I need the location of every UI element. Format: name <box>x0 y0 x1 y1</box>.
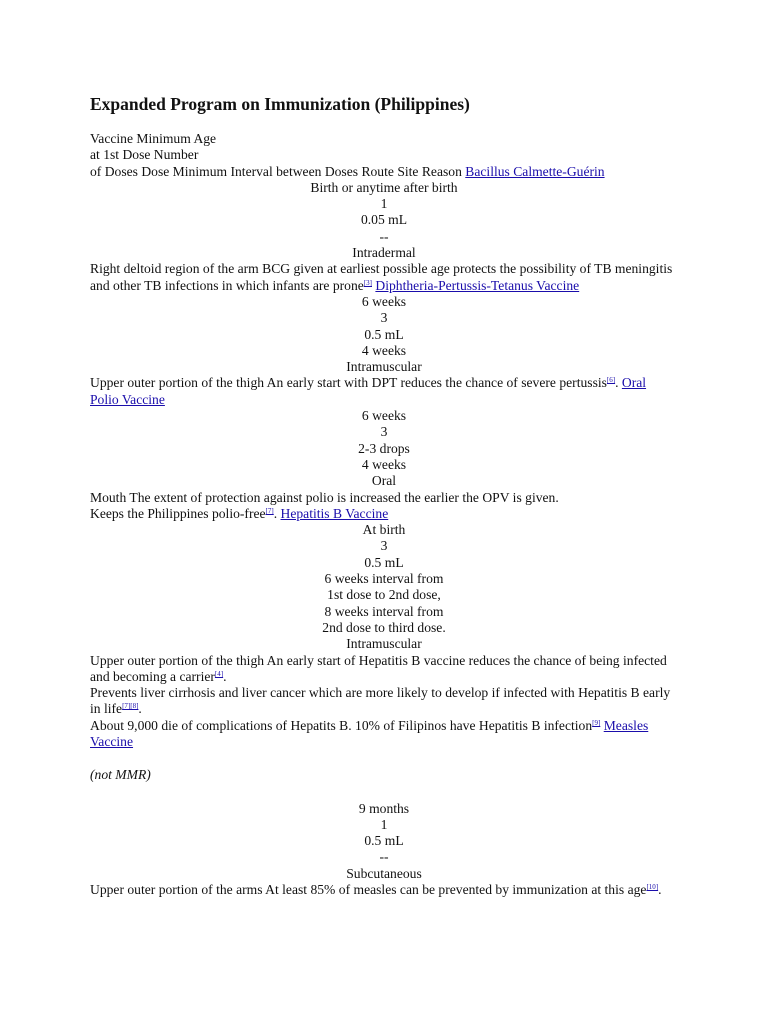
dpt-reason-text: Upper outer portion of the thigh An early start with DPT reduces the chance of severe pertussis <box>90 375 607 391</box>
hepb-interval-2: 1st dose to 2nd dose, <box>327 587 441 603</box>
measles-note: (not MMR) <box>90 767 151 783</box>
hepb-dose: 0.5 mL <box>364 554 404 570</box>
page-title: Expanded Program on Immunization (Philippines) <box>90 94 470 114</box>
hepb-doses: 3 <box>380 538 388 554</box>
dpt-route: Intramuscular <box>346 359 422 375</box>
measles-doses: 1 <box>380 816 388 832</box>
bcg-interval: -- <box>379 228 389 244</box>
opv-age: 6 weeks <box>361 408 407 424</box>
bcg-dose: 0.05 mL <box>360 212 408 228</box>
spacer <box>90 784 678 801</box>
opv-dose: 2-3 drops <box>358 440 410 456</box>
bcg-link[interactable]: Bacillus Calmette-Guérin <box>465 163 605 179</box>
opv-reason-1: Mouth The extent of protection against polio is increased the earlier the OPV is given. <box>90 489 559 505</box>
immunization-table <box>90 131 678 898</box>
hepb-link[interactable]: Hepatitis B Vaccine <box>280 505 389 521</box>
hepb-reason-1-text: Upper outer portion of the thigh An early start of Hepatitis B vaccine reduces the chance of being infected and becoming a carrier <box>90 652 667 684</box>
bcg-age: Birth or anytime after birth <box>310 179 458 195</box>
bcg-reference[interactable]: [3] <box>363 278 372 287</box>
dpt-doses: 3 <box>380 310 388 326</box>
measles-after-ref: . <box>658 882 662 898</box>
header-line-3-text: of Doses Dose Minimum Interval between Doses Route Site Reason <box>90 163 466 179</box>
opv-link[interactable]: Oral Polio Vaccine <box>90 375 647 407</box>
opv-after-ref: . <box>273 505 281 521</box>
bcg-reason <box>90 261 678 294</box>
hepb-age: At birth <box>362 522 406 538</box>
measles-reference[interactable]: [10] <box>646 883 659 892</box>
bcg-doses: 1 <box>380 196 388 212</box>
opv-reason-2-text: Keeps the Philippines polio-free <box>90 505 266 521</box>
header-line-1: Vaccine Minimum Age <box>90 131 217 146</box>
dpt-age: 6 weeks <box>361 293 407 309</box>
opv-reason-2 <box>90 506 678 522</box>
hepb-reference-2[interactable]: [7][8] <box>122 702 139 711</box>
opv-doses: 3 <box>380 424 388 440</box>
opv-interval: 4 weeks <box>361 456 407 472</box>
hepb-interval-3: 8 weeks interval from <box>324 603 444 619</box>
dpt-after-ref: . <box>615 375 622 391</box>
bcg-route: Intradermal <box>352 245 416 261</box>
hepb-reference-3[interactable]: [9] <box>592 718 601 727</box>
hepb-reason-3 <box>90 718 678 751</box>
dpt-reference[interactable]: [6] <box>606 376 616 385</box>
measles-route: Subcutaneous <box>346 865 422 881</box>
measles-link[interactable]: Measles Vaccine <box>90 717 649 749</box>
dpt-interval: 4 weeks <box>361 342 407 358</box>
bcg-reason-text: Right deltoid region of the arm BCG given at earliest possible age protects the possibility of TB meningitis and other TB infections in which infants are prone <box>90 261 673 293</box>
dpt-link[interactable]: Diphtheria-Pertussis-Tetanus Vaccine <box>375 277 580 293</box>
hepb-reason-1: Upper outer portion of the thigh An early start of Hepatitis B vaccine reduces the chance of being infected and becoming a carrier[4]. <box>90 652 667 684</box>
opv-reference[interactable]: [7] <box>265 506 274 515</box>
measles-dose: 0.5 mL <box>364 833 404 849</box>
spacer <box>90 750 678 767</box>
measles-reason-text: Upper outer portion of the arms At least 85% of measles can be prevented by immunization at this age <box>90 882 647 898</box>
opv-route: Oral <box>371 473 397 489</box>
hepb-route: Intramuscular <box>346 636 422 652</box>
dpt-reason <box>90 375 678 408</box>
header-line-3 <box>90 164 678 180</box>
hepb-interval-1: 6 weeks interval from <box>324 571 444 587</box>
hepb-reason-2-text: Prevents liver cirrhosis and liver cancer which are more likely to develop if infected with Hepatitis B early in life <box>90 685 671 717</box>
header-line-2: at 1st Dose Number <box>90 147 199 163</box>
measles-interval: -- <box>379 849 389 865</box>
hepb-interval-4: 2nd dose to third dose. <box>322 619 446 635</box>
dpt-dose: 0.5 mL <box>364 326 404 342</box>
hepb-reason-2: Prevents liver cirrhosis and liver cancer which are more likely to develop if infected with Hepatitis B early in life[7][8]. <box>90 685 671 717</box>
measles-reason <box>90 882 678 898</box>
measles-age: 9 months <box>358 800 410 816</box>
hepb-reference-1[interactable]: [4] <box>214 669 224 678</box>
hepb-reason-3-text: About 9,000 die of complications of Hepatits B. 10% of Filipinos have Hepatitis B infection <box>90 717 593 733</box>
